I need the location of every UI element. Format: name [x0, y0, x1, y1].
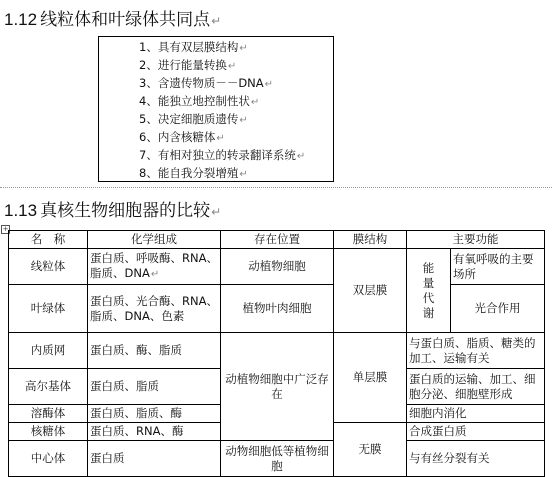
header-chemistry: 化学组成 — [88, 231, 221, 249]
table-row — [9, 333, 545, 369]
table-header-row — [9, 231, 545, 249]
list-item: 3、含遗传物质－－DNA↵ — [139, 76, 274, 90]
section-title: 线粒体和叶绿体共同点 — [40, 10, 211, 30]
list-item: 5、决定细胞质遗传↵ — [139, 112, 248, 126]
cell-chemistry: 蛋白质、光合酶、RNA、脂质、DNA、色素 — [88, 285, 221, 333]
cell-location: 动植物细胞 — [221, 249, 334, 285]
cell-function: 合成蛋白质 — [407, 423, 545, 441]
cell-function: 与有丝分裂有关 — [407, 441, 545, 477]
paragraph-mark-icon: ↵ — [216, 133, 225, 144]
cell-name: 中心体 — [9, 441, 88, 477]
cell-chemistry: 蛋白质、酶、脂质 — [88, 333, 221, 369]
table-row — [9, 285, 545, 333]
section-heading-1-13 — [4, 201, 221, 222]
cell-membrane-double: 双层膜 — [334, 249, 407, 333]
paragraph-mark-icon: ↵ — [211, 205, 222, 219]
list-item: 8、能自我分裂增殖↵ — [139, 166, 248, 180]
cell-chemistry: 蛋白质、呼吸酶、RNA、脂质、DNA↵ — [88, 249, 221, 285]
table-row — [9, 249, 545, 285]
cell-location: 动物细胞低等植物细胞 — [221, 441, 334, 477]
list-item: 4、能独立地控制性状↵ — [139, 94, 260, 108]
section-title: 真核生物细胞器的比较 — [40, 201, 211, 221]
section-number: 1.12 — [4, 10, 38, 29]
table-row — [9, 441, 545, 477]
paragraph-mark-icon: ↵ — [250, 97, 260, 108]
paragraph-mark-icon: ↵ — [239, 169, 248, 180]
cell-name: 高尔基体 — [9, 369, 88, 405]
paragraph-mark-icon: ↵ — [239, 115, 248, 126]
cell-name: 内质网 — [9, 333, 88, 369]
header-function: 主要功能 — [407, 231, 545, 249]
list-item: 6、内含核糖体↵ — [139, 130, 225, 144]
paragraph-mark-icon: ↵ — [211, 14, 222, 28]
cell-name: 溶酶体 — [9, 405, 88, 423]
cell-name: 核糖体 — [9, 423, 88, 441]
section-break-line — [0, 187, 552, 188]
cell-function: 有氧呼吸的主要场所 — [451, 249, 545, 285]
paragraph-mark-icon: ↵ — [239, 43, 248, 54]
cell-function: 蛋白质的运输、加工、细胞分泌、细胞壁形成 — [407, 369, 545, 405]
organelle-comparison-table — [8, 230, 545, 477]
header-name: 名 称 — [9, 231, 88, 249]
cell-function: 细胞内消化 — [407, 405, 545, 423]
table-move-handle-icon[interactable]: + — [2, 225, 9, 233]
cell-chemistry: 蛋白质、脂质、酶 — [88, 405, 221, 423]
list-item: 2、进行能量转换↵ — [139, 58, 237, 72]
paragraph-mark-icon: ↵ — [264, 79, 274, 90]
header-location: 存在位置 — [221, 231, 334, 249]
cell-chemistry: 蛋白质 — [88, 441, 221, 477]
paragraph-mark-icon: ↵ — [296, 151, 306, 162]
cell-energy-metabolism: 能 量 代 谢 — [407, 249, 451, 333]
cell-name: 线粒体 — [9, 249, 88, 285]
list-item: 7、有相对独立的转录翻译系统↵ — [139, 148, 306, 162]
header-membrane: 膜结构 — [334, 231, 407, 249]
cell-chemistry: 蛋白质、脂质 — [88, 369, 221, 405]
section-heading-1-12 — [4, 10, 221, 31]
cell-location-broad: 动植物细胞中广泛存在 — [221, 333, 334, 441]
common-features-box — [98, 36, 334, 182]
cell-function: 光合作用 — [451, 285, 545, 333]
list-item: 1、具有双层膜结构↵ — [139, 40, 248, 54]
paragraph-mark-icon: ↵ — [227, 61, 237, 72]
section-number: 1.13 — [4, 201, 38, 220]
cell-chemistry: 蛋白质、RNA、酶 — [88, 423, 221, 441]
cell-function: 与蛋白质、脂质、糖类的加工、运输有关 — [407, 333, 545, 369]
cell-membrane-single: 单层膜 — [334, 333, 407, 423]
cell-membrane-none: 无膜 — [334, 423, 407, 477]
cell-location: 植物叶肉细胞 — [221, 285, 334, 333]
cell-name: 叶绿体 — [9, 285, 88, 333]
